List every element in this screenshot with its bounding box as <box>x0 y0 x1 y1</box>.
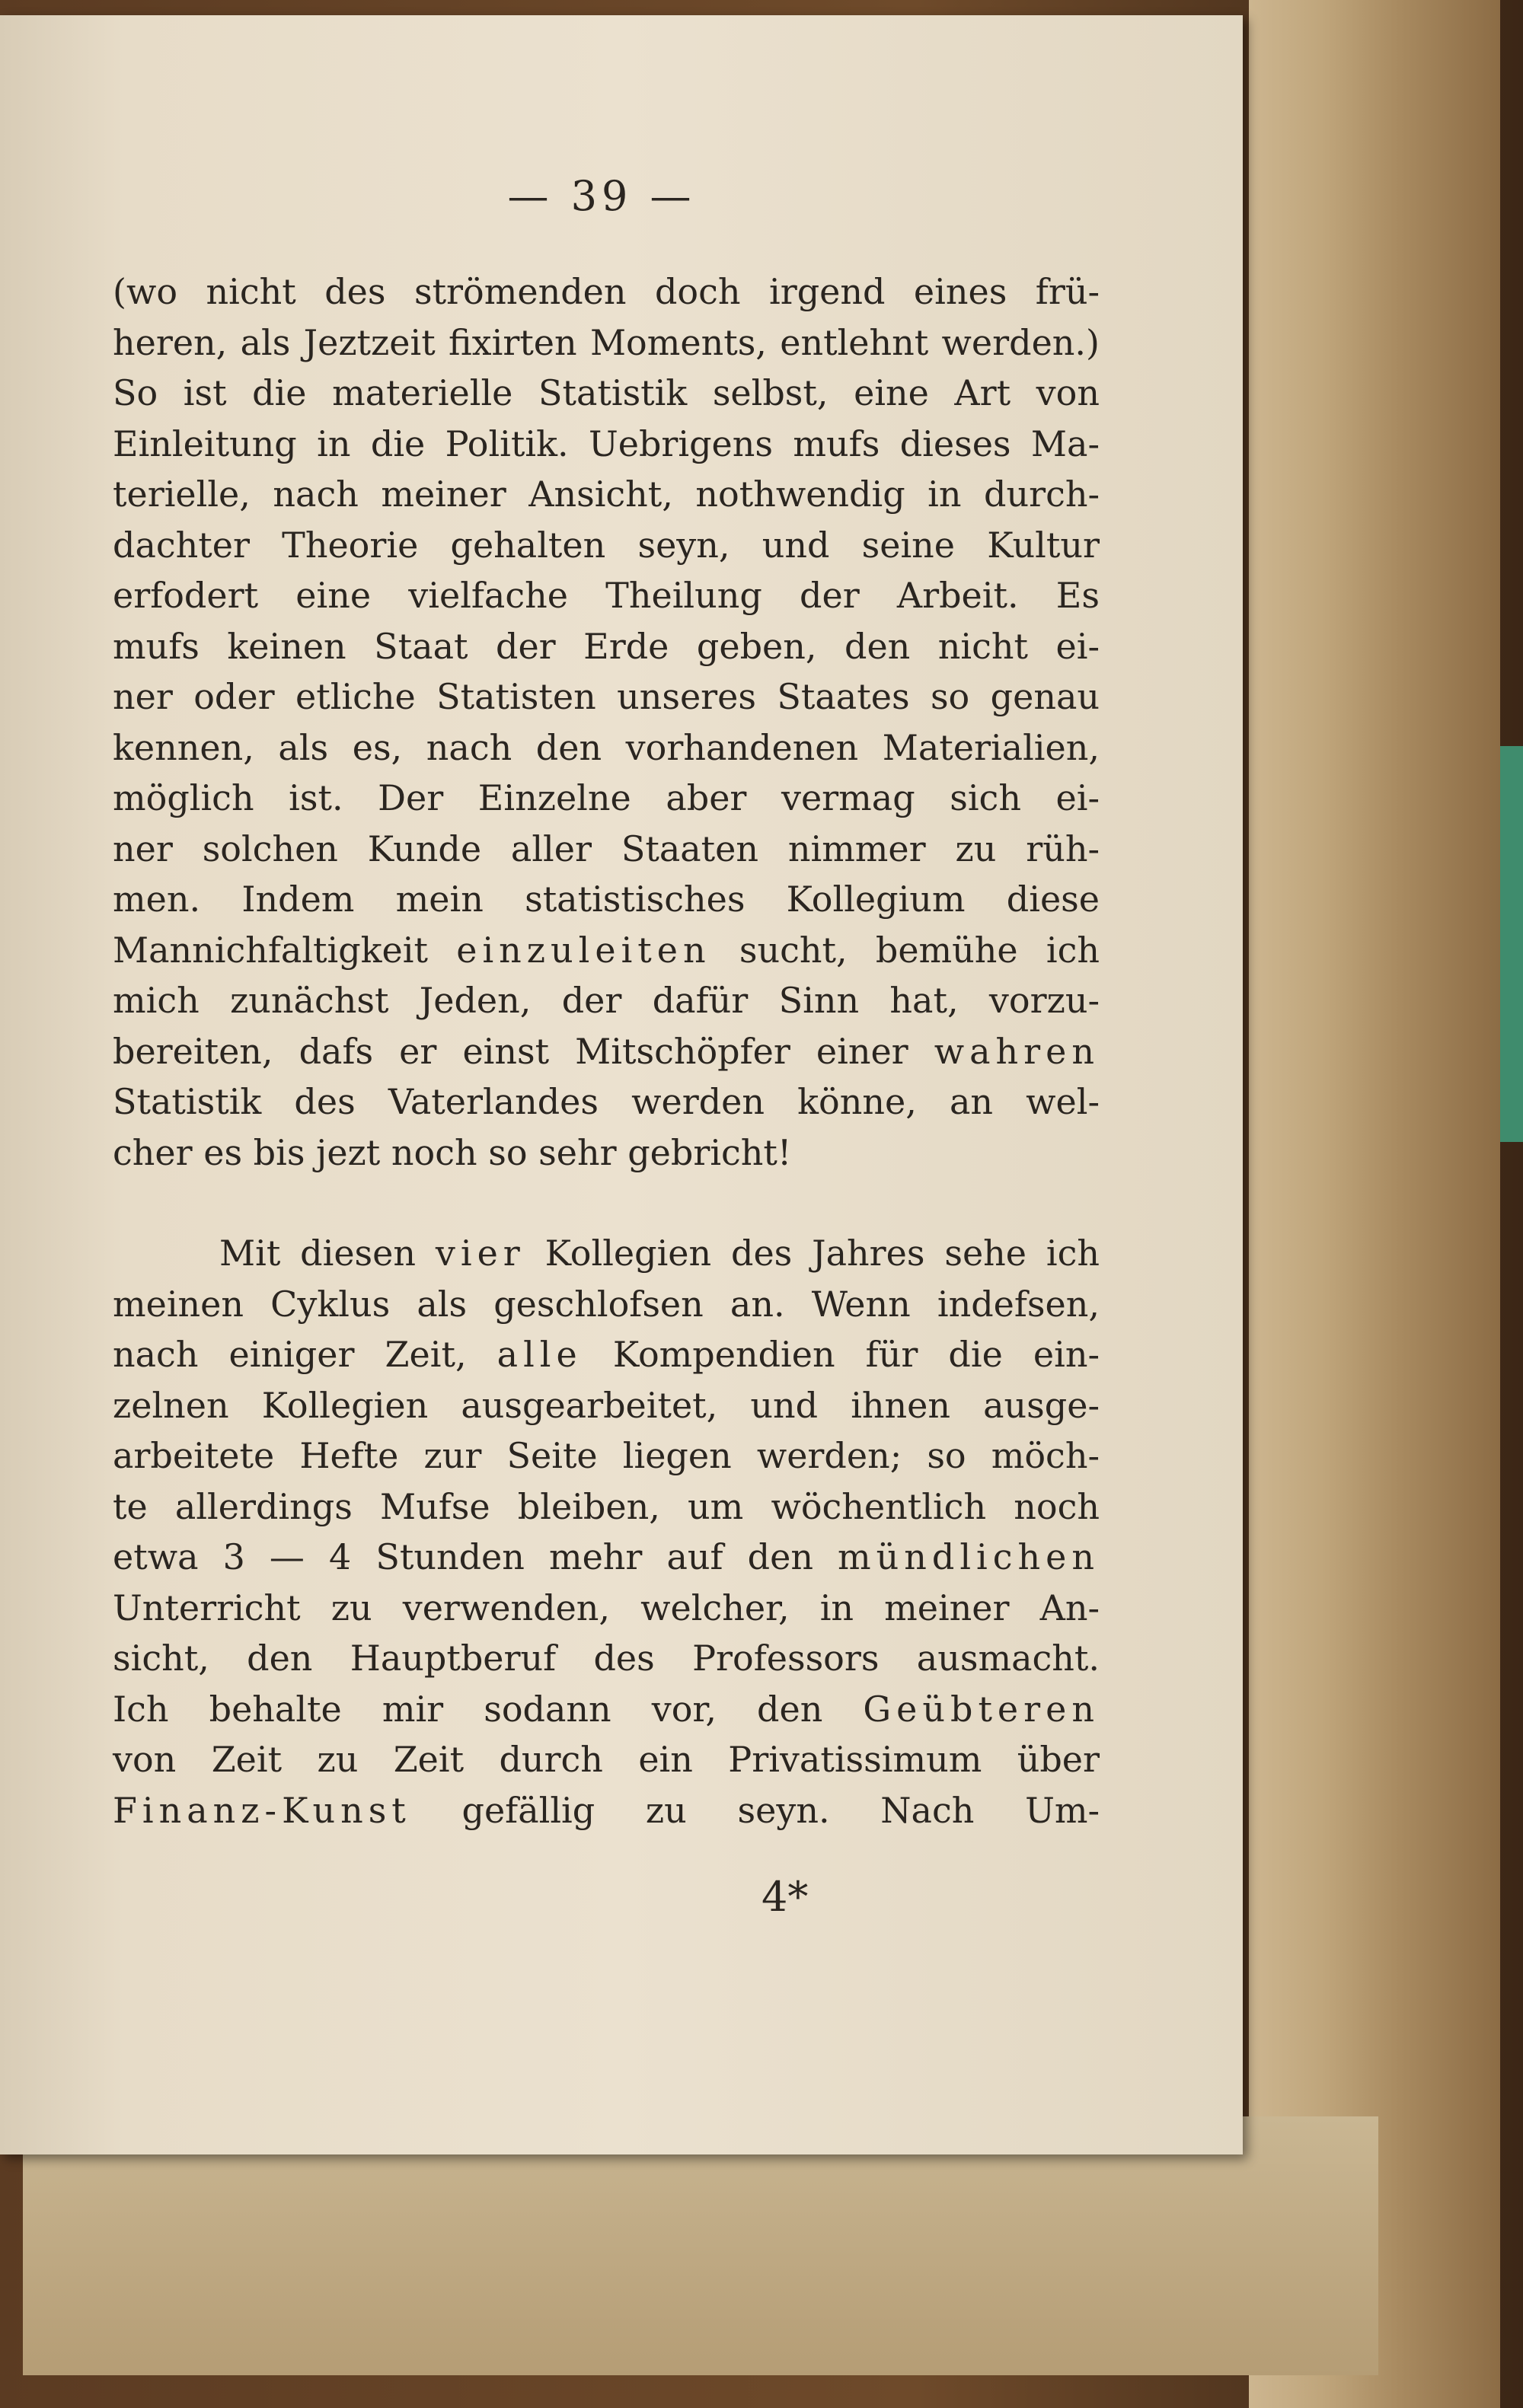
emphasized-text: wahren <box>934 1030 1100 1072</box>
text-run: nach einiger Zeit, <box>113 1334 497 1375</box>
text-run: Unterricht zu verwenden, welcher, in meiner An- <box>113 1587 1100 1628</box>
text-run: mich zunächst Jeden, der dafür Sinn hat, vorzu- <box>113 980 1100 1021</box>
text-run: cher es bis jezt noch so sehr gebricht! <box>113 1131 792 1173</box>
text-line <box>113 925 1100 976</box>
text-line <box>113 570 1100 621</box>
text-run: Mannichfaltigkeit <box>113 929 457 971</box>
text-run: heren, als Jeztzeit fixirten Moments, entlehnt werden.) <box>113 321 1100 363</box>
text-line <box>113 1734 1100 1785</box>
text-run: mufs keinen Staat der Erde geben, den nicht ei- <box>113 625 1100 667</box>
page-body-text <box>113 266 1100 1836</box>
text-line <box>113 1583 1100 1634</box>
emphasized-text: alle <box>496 1334 583 1375</box>
text-run: te allerdings Mufse bleiben, um wöchentlich noch <box>113 1485 1100 1527</box>
text-line <box>113 671 1100 722</box>
text-run: Einleitung in die Politik. Uebrigens mufs dieses Ma- <box>113 423 1100 464</box>
text-run: Mit diesen <box>219 1233 436 1274</box>
text-line <box>113 874 1100 925</box>
text-run: Kollegien des Jahres sehe ich <box>525 1233 1100 1274</box>
text-run: möglich ist. Der Einzelne aber vermag sich ei- <box>113 777 1100 818</box>
book-page-edges <box>1249 0 1500 2408</box>
emphasized-text: Geübteren <box>863 1688 1100 1730</box>
text-line <box>113 1380 1100 1431</box>
text-run: sicht, den Hauptberuf des Professors ausmacht. <box>113 1638 1100 1679</box>
text-line <box>113 1785 1100 1836</box>
emphasized-text: mündlichen <box>838 1536 1100 1577</box>
text-run: gefällig zu seyn. Nach Um- <box>410 1789 1100 1831</box>
text-run: Statistik des Vaterlandes werden könne, an wel- <box>113 1081 1100 1122</box>
text-line <box>113 1430 1100 1481</box>
text-line <box>113 1127 1100 1178</box>
text-line <box>113 1228 1100 1279</box>
text-line <box>113 419 1100 470</box>
text-line <box>113 621 1100 672</box>
text-line <box>113 1633 1100 1684</box>
text-run: Kompendien für die ein- <box>582 1334 1100 1375</box>
text-line <box>113 266 1100 317</box>
text-run: meinen Cyklus als geschlofsen an. Wenn indefsen, <box>113 1283 1100 1325</box>
text-line <box>113 1684 1100 1735</box>
text-line <box>113 1532 1100 1583</box>
text-run: terielle, nach meiner Ansicht, nothwendig in durch- <box>113 474 1100 515</box>
text-run: etwa 3 — 4 Stunden mehr auf den <box>113 1536 838 1577</box>
text-run: Ich behalte mir sodann vor, den <box>113 1688 864 1730</box>
text-run: men. Indem mein statistisches Kollegium diese <box>113 879 1100 920</box>
emphasized-text: einzuleiten <box>456 929 711 971</box>
text-run: zelnen Kollegien ausgearbeitet, und ihnen ausge- <box>113 1384 1100 1426</box>
text-run: (wo nicht des strömenden doch irgend eines frü- <box>113 271 1100 312</box>
text-run: ner solchen Kunde aller Staaten nimmer zu rüh- <box>113 828 1100 869</box>
text-line <box>113 368 1100 419</box>
signature-mark: 4* <box>762 1873 809 1921</box>
text-run: erfodert eine vielfache Theilung der Arbeit. Es <box>113 575 1100 616</box>
text-line <box>113 317 1100 368</box>
text-line <box>113 975 1100 1026</box>
text-line <box>113 520 1100 571</box>
emphasized-text: Finanz-Kunst <box>113 1789 411 1831</box>
text-line <box>113 1279 1100 1330</box>
text-line <box>113 773 1100 824</box>
text-run: sucht, bemühe ich <box>710 929 1100 971</box>
text-run: von Zeit zu Zeit durch ein Privatissimum über <box>113 1739 1100 1780</box>
text-line <box>113 1481 1100 1533</box>
text-run: dachter Theorie gehalten seyn, und seine Kultur <box>113 524 1100 566</box>
text-line <box>113 824 1100 875</box>
paragraph-gap <box>113 1178 1100 1228</box>
text-run: ner oder etliche Statisten unseres Staates so genau <box>113 676 1100 717</box>
page-header-number: — 39 — <box>507 172 696 220</box>
emphasized-text: vier <box>435 1233 525 1274</box>
text-line <box>113 1076 1100 1127</box>
book-page <box>0 15 1243 2154</box>
text-line <box>113 722 1100 773</box>
underlying-page <box>23 2116 1378 2375</box>
text-run: So ist die materielle Statistik selbst, eine Art von <box>113 372 1100 413</box>
text-run: arbeitete Hefte zur Seite liegen werden; so möch- <box>113 1435 1100 1476</box>
text-run: kennen, als es, nach den vorhandenen Materialien, <box>113 726 1100 768</box>
text-line <box>113 469 1100 520</box>
text-run: bereiten, dafs er einst Mitschöpfer einer <box>113 1030 934 1072</box>
text-line <box>113 1329 1100 1380</box>
text-line <box>113 1026 1100 1077</box>
